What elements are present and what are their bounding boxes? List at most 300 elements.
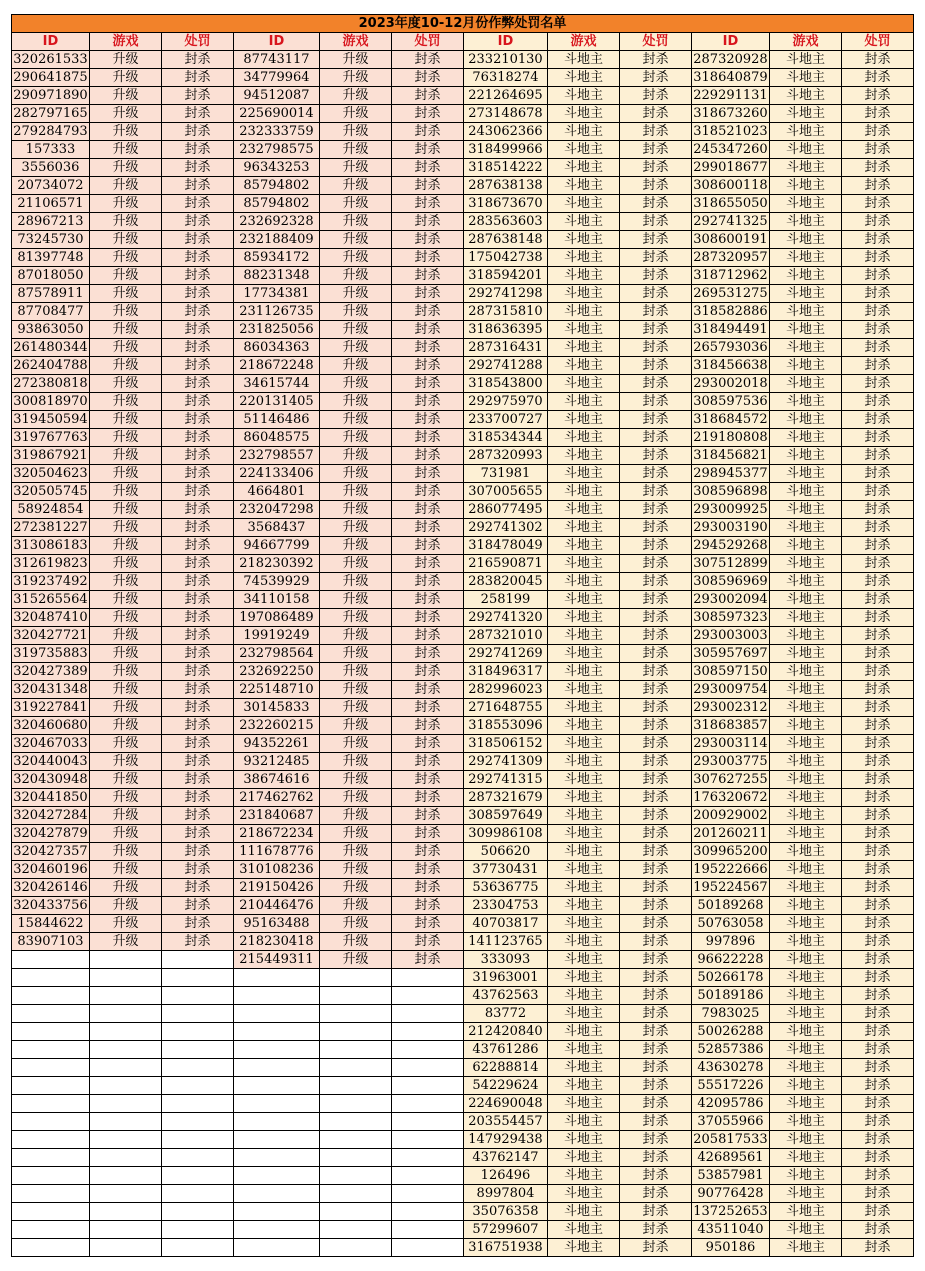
penalty-cell[interactable]: 封杀 (842, 375, 914, 393)
game-cell[interactable]: 斗地主 (770, 825, 842, 843)
game-cell[interactable] (320, 987, 392, 1005)
id-cell[interactable] (234, 1023, 320, 1041)
game-cell[interactable]: 升级 (320, 807, 392, 825)
id-cell[interactable]: 218672234 (234, 825, 320, 843)
id-cell[interactable]: 62288814 (464, 1059, 548, 1077)
game-cell[interactable]: 升级 (320, 627, 392, 645)
game-cell[interactable]: 斗地主 (770, 69, 842, 87)
penalty-cell[interactable]: 封杀 (162, 501, 234, 519)
penalty-cell[interactable]: 封杀 (162, 411, 234, 429)
game-cell[interactable]: 斗地主 (548, 879, 620, 897)
penalty-cell[interactable]: 封杀 (842, 69, 914, 87)
game-cell[interactable] (320, 1149, 392, 1167)
game-cell[interactable]: 升级 (320, 591, 392, 609)
penalty-cell[interactable]: 封杀 (620, 537, 692, 555)
penalty-cell[interactable] (162, 1131, 234, 1149)
game-cell[interactable]: 斗地主 (770, 897, 842, 915)
penalty-cell[interactable]: 封杀 (842, 537, 914, 555)
penalty-cell[interactable] (162, 1239, 234, 1257)
penalty-cell[interactable]: 封杀 (392, 177, 464, 195)
game-cell[interactable]: 升级 (320, 411, 392, 429)
penalty-cell[interactable]: 封杀 (392, 213, 464, 231)
penalty-cell[interactable]: 封杀 (620, 789, 692, 807)
game-cell[interactable]: 斗地主 (770, 465, 842, 483)
penalty-cell[interactable]: 封杀 (162, 627, 234, 645)
id-cell[interactable]: 81397748 (12, 249, 90, 267)
id-cell[interactable]: 87708477 (12, 303, 90, 321)
penalty-cell[interactable]: 封杀 (620, 555, 692, 573)
id-cell[interactable]: 320427284 (13, 808, 88, 823)
id-cell[interactable]: 293002312 (693, 700, 768, 715)
game-cell[interactable]: 升级 (320, 609, 392, 627)
penalty-cell[interactable]: 封杀 (842, 51, 914, 69)
penalty-cell[interactable]: 封杀 (392, 681, 464, 699)
id-cell[interactable]: 292741309 (464, 753, 548, 771)
game-cell[interactable]: 斗地主 (548, 285, 620, 303)
penalty-cell[interactable]: 封杀 (392, 105, 464, 123)
id-cell[interactable]: 15844622 (12, 915, 90, 933)
game-cell[interactable]: 斗地主 (548, 411, 620, 429)
penalty-cell[interactable] (392, 987, 464, 1005)
penalty-cell[interactable]: 封杀 (620, 861, 692, 879)
game-cell[interactable]: 斗地主 (770, 1023, 842, 1041)
game-cell[interactable]: 斗地主 (548, 1185, 620, 1203)
game-cell[interactable]: 升级 (90, 843, 162, 861)
game-cell[interactable] (90, 1041, 162, 1059)
penalty-cell[interactable]: 封杀 (842, 1131, 914, 1149)
id-cell[interactable]: 37055966 (692, 1113, 770, 1131)
id-cell[interactable]: 232692250 (234, 663, 320, 681)
game-cell[interactable]: 升级 (90, 105, 162, 123)
game-cell[interactable]: 斗地主 (548, 447, 620, 465)
game-cell[interactable] (320, 1131, 392, 1149)
game-cell[interactable]: 斗地主 (548, 843, 620, 861)
penalty-cell[interactable] (162, 1167, 234, 1185)
game-cell[interactable]: 升级 (90, 807, 162, 825)
penalty-cell[interactable]: 封杀 (620, 429, 692, 447)
game-cell[interactable]: 斗地主 (770, 969, 842, 987)
penalty-cell[interactable]: 封杀 (842, 213, 914, 231)
id-cell[interactable]: 157333 (12, 141, 90, 159)
game-cell[interactable]: 斗地主 (770, 537, 842, 555)
game-cell[interactable]: 斗地主 (548, 627, 620, 645)
penalty-cell[interactable]: 封杀 (620, 591, 692, 609)
penalty-cell[interactable]: 封杀 (842, 843, 914, 861)
penalty-cell[interactable]: 封杀 (620, 123, 692, 141)
id-cell[interactable] (12, 1005, 90, 1023)
game-cell[interactable]: 斗地主 (548, 87, 620, 105)
game-cell[interactable]: 升级 (320, 753, 392, 771)
penalty-cell[interactable]: 封杀 (392, 375, 464, 393)
id-cell[interactable]: 57299607 (464, 1221, 548, 1239)
game-cell[interactable]: 斗地主 (548, 105, 620, 123)
id-cell[interactable] (234, 1185, 320, 1203)
penalty-cell[interactable]: 封杀 (620, 159, 692, 177)
game-cell[interactable]: 斗地主 (548, 861, 620, 879)
id-cell[interactable]: 287320928 (693, 52, 768, 67)
penalty-cell[interactable]: 封杀 (162, 87, 234, 105)
penalty-cell[interactable]: 封杀 (162, 375, 234, 393)
id-cell[interactable]: 318494491 (693, 322, 768, 337)
game-cell[interactable]: 斗地主 (770, 51, 842, 69)
id-cell[interactable]: 233210130 (464, 51, 548, 69)
id-cell[interactable]: 305957697 (693, 646, 768, 661)
game-cell[interactable]: 升级 (90, 897, 162, 915)
id-cell[interactable] (234, 1041, 320, 1059)
penalty-cell[interactable]: 封杀 (392, 879, 464, 897)
penalty-cell[interactable]: 封杀 (392, 843, 464, 861)
game-cell[interactable] (320, 1113, 392, 1131)
id-cell[interactable]: 293002018 (693, 376, 768, 391)
game-cell[interactable]: 斗地主 (548, 519, 620, 537)
game-cell[interactable]: 斗地主 (770, 249, 842, 267)
id-cell[interactable]: 58924854 (12, 501, 90, 519)
id-cell[interactable]: 50189186 (692, 987, 770, 1005)
id-cell[interactable]: 232260215 (234, 717, 320, 735)
game-cell[interactable]: 斗地主 (770, 735, 842, 753)
game-cell[interactable]: 升级 (90, 555, 162, 573)
id-cell[interactable]: 96343253 (234, 159, 320, 177)
game-cell[interactable]: 斗地主 (770, 429, 842, 447)
game-cell[interactable]: 斗地主 (770, 231, 842, 249)
game-cell[interactable]: 升级 (320, 267, 392, 285)
id-cell[interactable]: 287320993 (464, 447, 548, 465)
id-cell[interactable]: 43762563 (464, 987, 548, 1005)
game-cell[interactable]: 斗地主 (548, 1077, 620, 1095)
id-cell[interactable]: 269531275 (693, 286, 768, 301)
game-cell[interactable]: 升级 (320, 861, 392, 879)
id-cell[interactable]: 51146486 (234, 411, 320, 429)
id-cell[interactable]: 86034363 (234, 339, 320, 357)
id-cell[interactable]: 307512899 (693, 556, 768, 571)
penalty-cell[interactable]: 封杀 (842, 591, 914, 609)
penalty-cell[interactable] (392, 1023, 464, 1041)
id-cell[interactable]: 319767763 (13, 430, 88, 445)
penalty-cell[interactable]: 封杀 (162, 699, 234, 717)
penalty-cell[interactable]: 封杀 (620, 609, 692, 627)
id-cell[interactable]: 21106571 (12, 195, 90, 213)
game-cell[interactable]: 斗地主 (548, 1023, 620, 1041)
penalty-cell[interactable]: 封杀 (842, 1149, 914, 1167)
game-cell[interactable]: 斗地主 (548, 429, 620, 447)
game-cell[interactable]: 升级 (320, 51, 392, 69)
game-cell[interactable]: 斗地主 (548, 1239, 620, 1257)
header-game[interactable]: 游戏 (770, 33, 842, 51)
penalty-cell[interactable]: 封杀 (842, 1005, 914, 1023)
id-cell[interactable]: 232798575 (234, 141, 320, 159)
penalty-cell[interactable]: 封杀 (620, 1005, 692, 1023)
id-cell[interactable]: 309965200 (693, 844, 768, 859)
penalty-cell[interactable]: 封杀 (842, 501, 914, 519)
game-cell[interactable]: 升级 (90, 141, 162, 159)
game-cell[interactable] (90, 1185, 162, 1203)
id-cell[interactable]: 20734072 (12, 177, 90, 195)
penalty-cell[interactable]: 封杀 (392, 663, 464, 681)
game-cell[interactable]: 斗地主 (548, 177, 620, 195)
id-cell[interactable]: 318640879 (693, 70, 768, 85)
game-cell[interactable]: 斗地主 (770, 519, 842, 537)
penalty-cell[interactable]: 封杀 (842, 105, 914, 123)
penalty-cell[interactable]: 封杀 (162, 717, 234, 735)
id-cell[interactable]: 218230418 (234, 933, 320, 951)
penalty-cell[interactable]: 封杀 (620, 771, 692, 789)
penalty-cell[interactable]: 封杀 (842, 465, 914, 483)
penalty-cell[interactable]: 封杀 (842, 897, 914, 915)
penalty-cell[interactable]: 封杀 (162, 339, 234, 357)
penalty-cell[interactable]: 封杀 (620, 303, 692, 321)
id-cell[interactable]: 298945377 (693, 466, 768, 481)
game-cell[interactable]: 斗地主 (770, 573, 842, 591)
penalty-cell[interactable]: 封杀 (162, 177, 234, 195)
penalty-cell[interactable]: 封杀 (620, 717, 692, 735)
game-cell[interactable]: 升级 (320, 825, 392, 843)
id-cell[interactable]: 318456821 (693, 448, 768, 463)
id-cell[interactable]: 83772 (464, 1005, 548, 1023)
game-cell[interactable]: 升级 (90, 159, 162, 177)
penalty-cell[interactable]: 封杀 (392, 861, 464, 879)
id-cell[interactable]: 287638148 (464, 231, 548, 249)
penalty-cell[interactable]: 封杀 (842, 249, 914, 267)
game-cell[interactable] (90, 1023, 162, 1041)
header-game[interactable]: 游戏 (548, 33, 620, 51)
penalty-cell[interactable]: 封杀 (162, 195, 234, 213)
id-cell[interactable] (234, 1203, 320, 1221)
game-cell[interactable]: 升级 (320, 375, 392, 393)
penalty-cell[interactable]: 封杀 (392, 321, 464, 339)
penalty-cell[interactable]: 封杀 (842, 1203, 914, 1221)
id-cell[interactable]: 31963001 (464, 969, 548, 987)
game-cell[interactable]: 升级 (90, 591, 162, 609)
game-cell[interactable]: 升级 (320, 393, 392, 411)
id-cell[interactable] (234, 969, 320, 987)
game-cell[interactable] (320, 1167, 392, 1185)
id-cell[interactable]: 308596969 (693, 574, 768, 589)
id-cell[interactable]: 232798557 (234, 447, 320, 465)
id-cell[interactable]: 283563603 (464, 213, 548, 231)
id-cell[interactable]: 30145833 (234, 699, 320, 717)
penalty-cell[interactable]: 封杀 (392, 699, 464, 717)
game-cell[interactable]: 斗地主 (548, 141, 620, 159)
game-cell[interactable]: 斗地主 (770, 843, 842, 861)
game-cell[interactable]: 斗地主 (770, 681, 842, 699)
game-cell[interactable]: 斗地主 (548, 1221, 620, 1239)
game-cell[interactable]: 升级 (90, 735, 162, 753)
game-cell[interactable]: 斗地主 (770, 789, 842, 807)
game-cell[interactable]: 升级 (90, 249, 162, 267)
game-cell[interactable]: 斗地主 (548, 717, 620, 735)
penalty-cell[interactable]: 封杀 (392, 123, 464, 141)
penalty-cell[interactable]: 封杀 (842, 159, 914, 177)
id-cell[interactable] (234, 1095, 320, 1113)
game-cell[interactable]: 斗地主 (548, 735, 620, 753)
id-cell[interactable]: 731981 (464, 465, 548, 483)
penalty-cell[interactable]: 封杀 (842, 1221, 914, 1239)
id-cell[interactable]: 93863050 (12, 321, 90, 339)
game-cell[interactable]: 升级 (90, 573, 162, 591)
penalty-cell[interactable]: 封杀 (620, 339, 692, 357)
penalty-cell[interactable]: 封杀 (842, 645, 914, 663)
game-cell[interactable]: 升级 (320, 87, 392, 105)
id-cell[interactable]: 292741320 (464, 609, 548, 627)
penalty-cell[interactable]: 封杀 (392, 429, 464, 447)
game-cell[interactable]: 升级 (90, 393, 162, 411)
game-cell[interactable]: 斗地主 (548, 1167, 620, 1185)
id-cell[interactable]: 232188409 (234, 231, 320, 249)
penalty-cell[interactable] (392, 1239, 464, 1257)
id-cell[interactable]: 307005655 (464, 483, 548, 501)
penalty-cell[interactable]: 封杀 (162, 879, 234, 897)
id-cell[interactable]: 216590871 (464, 555, 548, 573)
game-cell[interactable]: 斗地主 (770, 771, 842, 789)
game-cell[interactable] (90, 1077, 162, 1095)
game-cell[interactable]: 升级 (90, 645, 162, 663)
id-cell[interactable] (234, 987, 320, 1005)
id-cell[interactable]: 53857981 (692, 1167, 770, 1185)
id-cell[interactable]: 287638138 (464, 177, 548, 195)
penalty-cell[interactable]: 封杀 (620, 807, 692, 825)
penalty-cell[interactable] (162, 951, 234, 969)
penalty-cell[interactable]: 封杀 (620, 465, 692, 483)
id-cell[interactable]: 293003003 (693, 628, 768, 643)
penalty-cell[interactable]: 封杀 (620, 933, 692, 951)
id-cell[interactable]: 43630278 (692, 1059, 770, 1077)
penalty-cell[interactable]: 封杀 (620, 501, 692, 519)
id-cell[interactable]: 203554457 (464, 1113, 548, 1131)
penalty-cell[interactable]: 封杀 (620, 267, 692, 285)
game-cell[interactable]: 升级 (90, 717, 162, 735)
id-cell[interactable] (12, 1095, 90, 1113)
game-cell[interactable]: 斗地主 (548, 69, 620, 87)
id-cell[interactable]: 221264695 (464, 87, 548, 105)
penalty-cell[interactable]: 封杀 (620, 825, 692, 843)
id-cell[interactable]: 85794802 (234, 177, 320, 195)
penalty-cell[interactable]: 封杀 (620, 987, 692, 1005)
game-cell[interactable]: 升级 (320, 141, 392, 159)
game-cell[interactable]: 升级 (320, 519, 392, 537)
penalty-cell[interactable]: 封杀 (392, 195, 464, 213)
penalty-cell[interactable]: 封杀 (162, 303, 234, 321)
penalty-cell[interactable]: 封杀 (620, 483, 692, 501)
id-cell[interactable] (12, 1167, 90, 1185)
penalty-cell[interactable]: 封杀 (842, 141, 914, 159)
game-cell[interactable]: 斗地主 (548, 699, 620, 717)
game-cell[interactable]: 升级 (320, 843, 392, 861)
id-cell[interactable]: 292741288 (464, 357, 548, 375)
game-cell[interactable]: 斗地主 (770, 123, 842, 141)
penalty-cell[interactable]: 封杀 (620, 753, 692, 771)
game-cell[interactable]: 斗地主 (548, 681, 620, 699)
id-cell[interactable]: 290971890 (13, 88, 88, 103)
game-cell[interactable]: 斗地主 (770, 177, 842, 195)
game-cell[interactable]: 斗地主 (770, 699, 842, 717)
id-cell[interactable]: 308596898 (693, 484, 768, 499)
penalty-cell[interactable]: 封杀 (162, 249, 234, 267)
game-cell[interactable]: 斗地主 (548, 573, 620, 591)
id-cell[interactable]: 50266178 (692, 969, 770, 987)
id-cell[interactable] (12, 1077, 90, 1095)
game-cell[interactable] (90, 1239, 162, 1257)
penalty-cell[interactable]: 封杀 (392, 591, 464, 609)
id-cell[interactable] (234, 1131, 320, 1149)
penalty-cell[interactable]: 封杀 (162, 231, 234, 249)
penalty-cell[interactable]: 封杀 (392, 573, 464, 591)
id-cell[interactable]: 195224567 (693, 880, 768, 895)
penalty-cell[interactable]: 封杀 (620, 951, 692, 969)
penalty-cell[interactable]: 封杀 (392, 303, 464, 321)
penalty-cell[interactable]: 封杀 (842, 267, 914, 285)
game-cell[interactable]: 升级 (90, 69, 162, 87)
penalty-cell[interactable]: 封杀 (842, 1077, 914, 1095)
game-cell[interactable]: 斗地主 (770, 1149, 842, 1167)
game-cell[interactable]: 斗地主 (548, 771, 620, 789)
penalty-cell[interactable]: 封杀 (842, 1023, 914, 1041)
penalty-cell[interactable]: 封杀 (392, 519, 464, 537)
game-cell[interactable]: 升级 (320, 321, 392, 339)
penalty-cell[interactable]: 封杀 (620, 1149, 692, 1167)
game-cell[interactable]: 升级 (90, 771, 162, 789)
game-cell[interactable]: 斗地主 (548, 969, 620, 987)
game-cell[interactable] (320, 1221, 392, 1239)
penalty-cell[interactable]: 封杀 (842, 411, 914, 429)
penalty-cell[interactable] (392, 1221, 464, 1239)
id-cell[interactable]: 318514222 (464, 159, 548, 177)
game-cell[interactable]: 斗地主 (770, 159, 842, 177)
id-cell[interactable]: 137252653 (693, 1204, 768, 1219)
penalty-cell[interactable]: 封杀 (162, 753, 234, 771)
game-cell[interactable]: 斗地主 (770, 609, 842, 627)
id-cell[interactable]: 333093 (464, 951, 548, 969)
penalty-cell[interactable]: 封杀 (162, 393, 234, 411)
id-cell[interactable]: 229291131 (693, 88, 768, 103)
id-cell[interactable]: 318582886 (693, 304, 768, 319)
penalty-cell[interactable]: 封杀 (620, 681, 692, 699)
id-cell[interactable]: 320427357 (13, 844, 88, 859)
game-cell[interactable]: 斗地主 (548, 1059, 620, 1077)
game-cell[interactable]: 升级 (320, 339, 392, 357)
penalty-cell[interactable]: 封杀 (162, 105, 234, 123)
game-cell[interactable]: 斗地主 (770, 1095, 842, 1113)
id-cell[interactable]: 197086489 (234, 609, 320, 627)
penalty-cell[interactable]: 封杀 (162, 807, 234, 825)
id-cell[interactable]: 293002094 (693, 592, 768, 607)
id-cell[interactable]: 4664801 (234, 483, 320, 501)
id-cell[interactable]: 318712962 (693, 268, 768, 283)
id-cell[interactable]: 231840687 (234, 807, 320, 825)
penalty-cell[interactable]: 封杀 (842, 825, 914, 843)
id-cell[interactable]: 232333759 (234, 123, 320, 141)
game-cell[interactable] (90, 1203, 162, 1221)
game-cell[interactable]: 斗地主 (548, 195, 620, 213)
game-cell[interactable]: 升级 (320, 663, 392, 681)
game-cell[interactable]: 升级 (90, 303, 162, 321)
id-cell[interactable]: 37730431 (464, 861, 548, 879)
penalty-cell[interactable]: 封杀 (162, 213, 234, 231)
penalty-cell[interactable]: 封杀 (842, 879, 914, 897)
game-cell[interactable]: 升级 (90, 213, 162, 231)
game-cell[interactable]: 升级 (320, 501, 392, 519)
game-cell[interactable]: 斗地主 (770, 267, 842, 285)
game-cell[interactable]: 斗地主 (548, 339, 620, 357)
game-cell[interactable]: 斗地主 (548, 465, 620, 483)
penalty-cell[interactable]: 封杀 (620, 357, 692, 375)
id-cell[interactable]: 292741298 (464, 285, 548, 303)
penalty-cell[interactable]: 封杀 (620, 1023, 692, 1041)
id-cell[interactable] (12, 1203, 90, 1221)
game-cell[interactable]: 升级 (320, 735, 392, 753)
id-cell[interactable]: 220131405 (234, 393, 320, 411)
penalty-cell[interactable]: 封杀 (620, 1113, 692, 1131)
penalty-cell[interactable] (392, 1149, 464, 1167)
